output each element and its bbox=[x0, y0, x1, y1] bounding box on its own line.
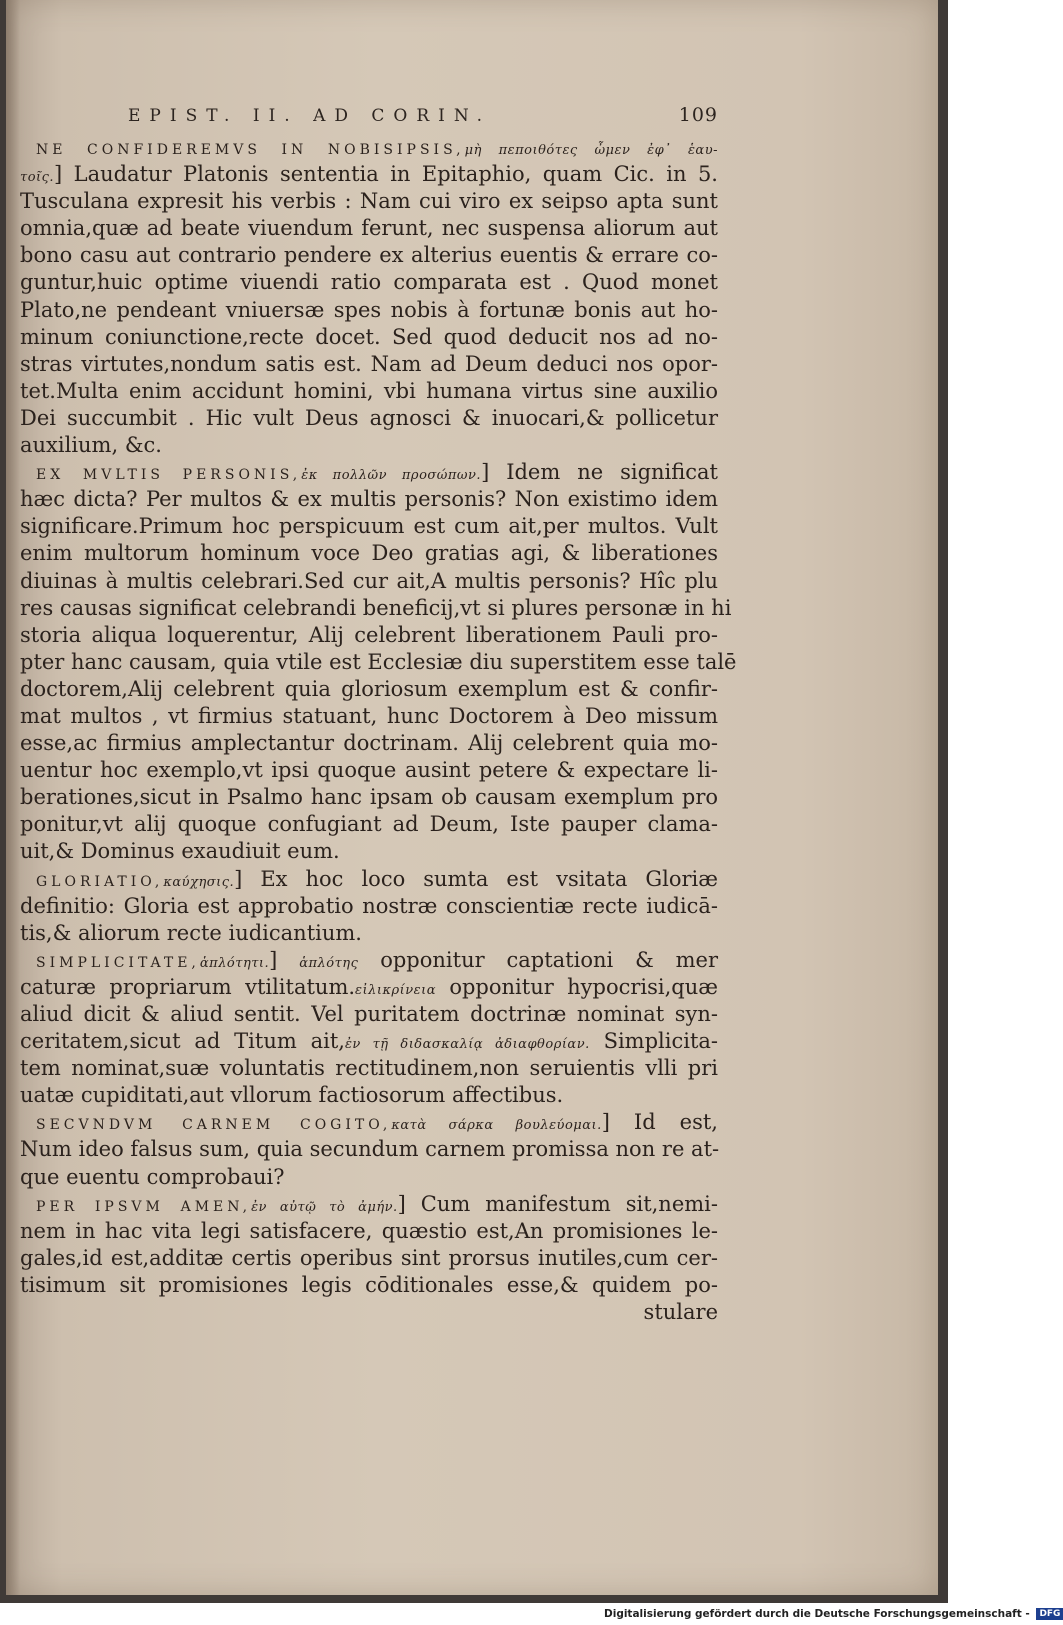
body-text: Simplicita- bbox=[589, 1029, 719, 1054]
text-line bbox=[12, 1028, 718, 1055]
body-text: definitio: Gloria est approbatio nostræ conscientiæ recte iudicā- bbox=[20, 893, 718, 918]
text-line bbox=[12, 811, 718, 838]
text-line bbox=[12, 622, 718, 649]
text-line bbox=[12, 730, 718, 757]
body-text: berationes,sicut in Psalmo hanc ipsam ob causam exemplum pro bbox=[20, 785, 718, 810]
lemma-smallcaps: NE CONFIDEREMVS IN NOBISIPSIS, bbox=[36, 142, 465, 158]
text-line bbox=[12, 893, 718, 920]
greek-text: καύχησις. bbox=[163, 874, 235, 890]
greek-text: ἁπλότης bbox=[299, 955, 359, 971]
text-line bbox=[12, 757, 718, 784]
body-text: Dei succumbit . Hic vult Deus agnosci & inuocari,& pollicetur bbox=[20, 405, 718, 430]
body-text: ceritatem,sicut ad Titum ait, bbox=[20, 1029, 345, 1054]
body-text: ] Ex hoc loco sumta est vsitata Gloriæ bbox=[234, 866, 718, 891]
body-text: Num ideo falsus sum, quia secundum carnem promissa non re at- bbox=[20, 1137, 720, 1162]
text-line bbox=[12, 378, 718, 405]
body-text: nem in hac vita legi satisfacere, quæstio est,An promisiones le- bbox=[20, 1218, 718, 1243]
lemma-smallcaps: GLORIATIO, bbox=[36, 873, 164, 890]
body-text: tet.Multa enim accidunt homini, vbi humana virtus sine auxilio bbox=[20, 378, 718, 403]
text-line bbox=[12, 351, 718, 378]
greek-text: κατὰ σάρκα βουλεύομαι. bbox=[391, 1118, 602, 1134]
body-text: enim multorum hominum voce Deo gratias agi, & liberationes bbox=[20, 541, 718, 566]
text-line bbox=[12, 459, 718, 486]
lemma-smallcaps: SIMPLICITATE, bbox=[36, 954, 200, 971]
greek-text: ἁπλότητι. bbox=[199, 955, 270, 971]
body-text: uit,& Dominus exaudiuit eum. bbox=[20, 839, 340, 864]
text-line bbox=[12, 920, 718, 947]
lemma-smallcaps: SECVNDVM CARNEM COGITO, bbox=[36, 1117, 392, 1134]
body-text: hæc dicta? Per multos & ex multis personis? Non existimo idem bbox=[20, 487, 718, 512]
body-text: ] Idem ne significat bbox=[481, 460, 719, 485]
body-text: pter hanc causam, quia vtile est Ecclesiæ diu superstitem esse talē bbox=[20, 649, 737, 674]
running-head: EPIST. II. AD CORIN. bbox=[128, 106, 492, 126]
body-text: gales,id est,additæ certis operibus sint prorsus inutiles,cum cer- bbox=[20, 1245, 718, 1270]
body-text: tem nominat,suæ voluntatis rectitudinem,non seruientis vlli pri bbox=[20, 1056, 718, 1081]
body-text: uentur hoc exemplo,vt ipsi quoque ausint petere & expectare li- bbox=[20, 758, 718, 783]
text-line bbox=[12, 1136, 718, 1163]
text-line bbox=[12, 486, 718, 513]
page-number: 109 bbox=[678, 104, 718, 126]
text-line bbox=[12, 1299, 718, 1326]
body-text: esse,ac firmius amplectantur doctrinam. Alij celebrent quia mo- bbox=[20, 731, 718, 756]
body-text: ] Laudatur Platonis sententia in Epitaphio, quam Cic. in 5. bbox=[54, 162, 718, 187]
text-line bbox=[12, 784, 718, 811]
body-text: stras virtutes,nondum satis est. Nam ad Deum deduci nos opor- bbox=[20, 351, 718, 376]
body-text: caturæ propriarum vtilitatum. bbox=[20, 974, 356, 999]
body-text: guntur,huic optime viuendi ratio comparata est . Quod monet bbox=[20, 270, 718, 295]
body-text: res causas significat celebrandi beneficij,vt si plures personæ in hi bbox=[20, 595, 732, 620]
text-line bbox=[12, 1191, 718, 1218]
text-line bbox=[12, 703, 718, 730]
body-text: ponitur,vt alij quoque confugiant ad Deum, Iste pauper clama- bbox=[20, 812, 718, 837]
body-text: diuinas à multis celebrari.Sed cur ait,A multis personis? Hîc plu bbox=[20, 568, 718, 593]
text-line bbox=[12, 161, 718, 188]
body-text: auxilium, &c. bbox=[20, 433, 162, 458]
body-text: storia aliqua loquerentur, Alij celebrent liberationem Pauli pro- bbox=[20, 622, 718, 647]
text-line bbox=[12, 1055, 718, 1082]
text-line bbox=[12, 838, 718, 865]
text-line bbox=[12, 188, 718, 215]
body-text: que euentu comprobaui? bbox=[20, 1164, 285, 1189]
body-text: bono casu aut contrario pendere ex alterius euentis & errare co- bbox=[20, 243, 718, 268]
body-text: tis,& aliorum recte iudicantium. bbox=[20, 920, 362, 945]
footer-credit: Digitalisierung gefördert durch die Deutsche Forschungsgemeinschaft - bbox=[604, 1608, 1030, 1620]
greek-text: μὴ πεποιθότες ὦμεν ἐφ᾽ ἑαυ- bbox=[464, 143, 718, 158]
text-line bbox=[12, 432, 718, 459]
body-text: Tusculana expresit his verbis : Nam cui viro ex seipso apta sunt bbox=[20, 189, 718, 214]
text-line bbox=[12, 866, 718, 893]
body-text: minum coniunctione,recte docet. Sed quod deducit nos ad no- bbox=[20, 324, 718, 349]
lemma-smallcaps: EX MVLTIS PERSONIS, bbox=[36, 467, 302, 484]
text-line bbox=[12, 269, 718, 296]
body-text: ] bbox=[269, 947, 300, 972]
body-text: mat multos , vt firmius statuant, hunc Doctorem à Deo missum bbox=[20, 703, 718, 728]
body-text: ] Id est, bbox=[601, 1110, 718, 1135]
text-line bbox=[12, 134, 718, 161]
text-block bbox=[12, 134, 737, 1326]
lemma-smallcaps: PER IPSVM AMEN, bbox=[36, 1198, 252, 1215]
body-text: stulare bbox=[643, 1300, 718, 1325]
digitization-footer bbox=[604, 1608, 1061, 1623]
greek-text: εἰλικρίνεια bbox=[355, 982, 436, 998]
text-line bbox=[12, 242, 718, 269]
text-line bbox=[12, 1245, 718, 1272]
body-text: Plato,ne pendeant vniuersæ spes nobis à fortunæ bonis aut ho- bbox=[20, 297, 718, 322]
body-text: doctorem,Alij celebrent quia gloriosum exemplum est & confir- bbox=[20, 676, 718, 701]
greek-text: τοῖς. bbox=[20, 170, 55, 186]
greek-text: ἐκ πολλῶν προσώπων. bbox=[301, 468, 482, 484]
body-text: opponitur captationi & mer bbox=[358, 947, 718, 972]
text-line bbox=[12, 1109, 718, 1136]
text-line bbox=[12, 297, 718, 324]
text-line bbox=[12, 649, 737, 676]
text-line bbox=[12, 405, 718, 432]
text-line bbox=[12, 324, 718, 351]
body-text: ] Cum manifestum sit,nemi- bbox=[397, 1191, 718, 1216]
body-text: uatæ cupiditati,aut vllorum factiosorum affectibus. bbox=[20, 1083, 564, 1108]
body-text: opponitur hypocrisi,quæ bbox=[435, 974, 718, 999]
text-line bbox=[12, 1164, 718, 1191]
text-line bbox=[12, 1272, 718, 1299]
text-line bbox=[12, 568, 718, 595]
greek-text: ἐν τῇ διδασκαλίᾳ ἀδιαφθορίαν. bbox=[344, 1037, 590, 1053]
body-text: significare.Primum hoc perspicuum est cum ait,per multos. Vult bbox=[20, 514, 718, 539]
text-line bbox=[12, 1082, 718, 1109]
text-line bbox=[12, 595, 732, 622]
body-text: tisimum sit promisiones legis cōditionales esse,& quidem po- bbox=[20, 1272, 718, 1297]
greek-text: ἐν αὐτῷ τὸ ἀμήν. bbox=[251, 1199, 398, 1215]
text-line bbox=[12, 1001, 718, 1028]
text-line bbox=[12, 215, 718, 242]
dfg-logo: DFG bbox=[1036, 1608, 1063, 1620]
text-line bbox=[12, 974, 718, 1001]
text-line bbox=[12, 1218, 718, 1245]
text-line bbox=[12, 947, 718, 974]
text-line bbox=[12, 540, 718, 567]
body-text: omnia,quæ ad beate viuendum ferunt, nec suspensa aliorum aut bbox=[20, 216, 718, 241]
text-line bbox=[12, 676, 718, 703]
text-line bbox=[12, 513, 718, 540]
body-text: aliud dicit & aliud sentit. Vel puritatem doctrinæ nominat syn- bbox=[20, 1002, 718, 1026]
